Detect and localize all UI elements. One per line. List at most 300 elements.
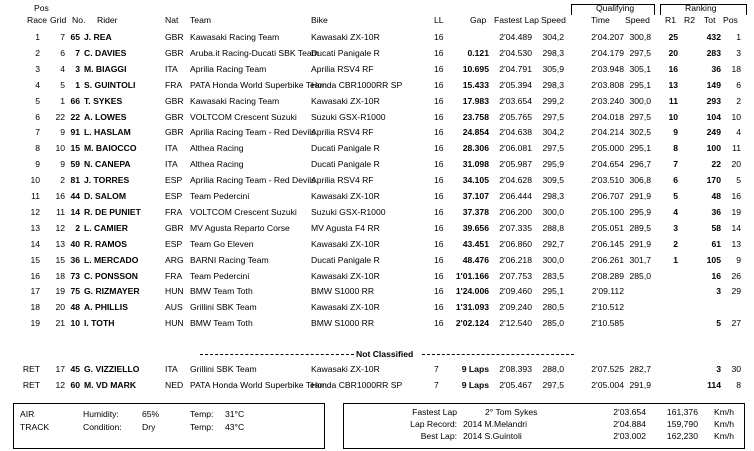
cell-ll: 7 [434,379,439,390]
cell-bike: BMW S1000 RR [311,318,375,329]
cell-nat: FRA [165,270,183,281]
cell-ll: 16 [434,302,444,313]
cell-ll: 16 [434,159,444,170]
cell-gap: 1'31.093 [455,302,489,313]
table-row [0,299,754,315]
lap-record-unit: Km/h [714,419,735,429]
table-row [0,220,754,236]
cell-tot: 36 [711,206,721,217]
cell-qs: 282,7 [629,364,651,374]
header-r2: R2 [684,15,695,25]
cell-tot: 114 [707,379,721,390]
table-row [0,204,754,220]
cell-spd: 297,5 [542,111,564,122]
lap-record-label: Lap Record: [410,419,457,429]
cell-race: 1 [35,32,40,42]
header-pos: Pos [34,3,49,13]
cell-fl: 2'05.467 [499,379,532,390]
cell-grid: 9 [60,159,65,170]
cell-r1: 2 [673,238,678,249]
cell-team: MV Agusta Reparto Corse [190,222,290,233]
cell-no: 44 [70,191,80,201]
cell-spd: 288,0 [542,364,564,374]
cell-nat: AUS [165,302,183,313]
cell-grid: 12 [55,222,65,233]
cell-spd: 304,2 [542,127,564,138]
track-temp-value: 43°C [225,422,245,432]
cell-grid: 16 [55,191,65,201]
header-q-speed: Speed [625,15,650,25]
cell-pos: 26 [731,270,741,281]
cell-spd: 288,8 [542,222,564,233]
cell-gap: 9 Laps [461,379,489,390]
cell-no: 40 [70,238,80,249]
cell-qs: 300,0 [629,95,651,106]
cell-nat: GBR [165,127,184,138]
cell-spd: 300,0 [542,206,564,217]
air-temp-label: Temp: [190,409,214,419]
cell-rider: J. REA [84,32,112,42]
cell-no: 66 [70,95,80,106]
track-temp-label: Temp: [190,422,214,432]
cell-r1: 25 [668,32,678,42]
header-tot: Tot [704,15,716,25]
cell-bike: Ducati Panigale R [311,254,380,265]
cell-fl: 2'07.335 [499,222,532,233]
cell-gap: 28.306 [462,143,489,154]
cell-grid: 12 [55,379,65,390]
header-ll: LL [434,15,444,25]
cell-race: RET [22,379,40,390]
cell-r1: 11 [668,95,678,106]
header-speed: Speed [541,15,566,25]
header-qualifying: Qualifying [596,3,635,13]
cell-race: 10 [30,175,40,186]
cell-spd: 285,0 [542,318,564,329]
humidity-value: 65% [142,409,160,419]
cell-bike: Kawasaki ZX-10R [311,191,380,201]
cell-fl: 2'04.489 [499,32,532,42]
cell-race: 9 [35,159,40,170]
cell-nat: GBR [165,222,184,233]
cell-nat: ESP [165,238,183,249]
cell-spd: 283,5 [542,270,564,281]
cell-no: 10 [70,318,80,329]
cell-grid: 1 [60,95,65,106]
cell-team: Aprilia Racing Team - Red Devils [190,175,316,186]
cell-rider: N. CANEPA [84,159,131,170]
cell-fl: 2'06.218 [499,254,532,265]
cell-bike: Kawasaki ZX-10R [311,238,380,249]
cell-pos: 14 [731,222,741,233]
cell-no: 3 [75,63,80,74]
cell-qt: 2'03.240 [591,95,624,106]
header-rpos: Pos [723,15,738,25]
header-bike: Bike [311,15,328,25]
cell-tot: 3 [716,364,721,374]
cell-nat: HUN [165,318,184,329]
cell-team: Grillini SBK Team [190,364,257,374]
cell-grid: 9 [60,127,65,138]
table-row [0,283,754,299]
cell-team: VOLTCOM Crescent Suzuki [190,206,297,217]
cell-bike: Aprilia RSV4 RF [311,175,374,186]
cell-no: 73 [70,270,80,281]
fastest-lap-unit: Km/h [714,407,735,417]
cell-nat: GBR [165,95,184,106]
cell-fl: 2'04.530 [499,47,532,58]
records-box [343,403,745,449]
cell-gap: 24.854 [462,127,489,138]
cell-nat: GBR [165,111,184,122]
cell-fl: 2'12.540 [499,318,532,329]
cell-team: Team Go Eleven [190,238,254,249]
table-row [0,361,754,377]
cell-grid: 22 [55,111,65,122]
cell-pos: 30 [731,364,741,374]
cell-spd: 298,3 [542,47,564,58]
cell-pos: 19 [731,206,741,217]
table-row [0,377,754,393]
cell-nat: ITA [165,159,178,170]
cell-grid: 20 [55,302,65,313]
cell-qs: 285,0 [629,270,651,281]
cell-race: 19 [30,318,40,329]
cell-qt: 2'03.510 [591,175,624,186]
table-row [0,156,754,172]
cell-qs: 291,9 [629,238,651,249]
cell-rider: R. RAMOS [84,238,127,249]
conditions-box [13,403,325,449]
cell-grid: 5 [60,79,65,90]
cell-nat: FRA [165,79,183,90]
cell-gap: 10.695 [462,63,489,74]
cell-pos: 10 [731,111,741,122]
cell-pos: 9 [736,254,741,265]
cell-r1: 4 [673,206,678,217]
cell-team: Aprilia Racing Team [190,63,267,74]
cell-ll: 16 [434,79,444,90]
cell-nat: NED [165,379,184,390]
cell-qt: 2'05.100 [591,206,624,217]
cell-gap: 37.378 [462,206,489,217]
cell-pos: 3 [736,47,741,58]
cell-grid: 15 [55,254,65,265]
cell-nat: ARG [165,254,184,265]
cell-rider: S. GUINTOLI [84,79,136,90]
cell-race: 7 [35,127,40,138]
cell-pos: 18 [731,63,741,74]
cell-fl: 2'04.791 [499,63,532,74]
cell-qt: 2'08.289 [591,270,624,281]
cell-ll: 16 [434,63,444,74]
cell-bike: Suzuki GSX-R1000 [311,111,386,122]
cell-bike: BMW S1000 RR [311,286,375,297]
cell-race: 3 [35,63,40,74]
cell-fl: 2'06.081 [499,143,532,154]
cell-no: 59 [70,159,80,170]
header-q-time: Time [591,15,610,25]
cell-team: PATA Honda World Superbike Team [190,79,327,90]
cell-r1: 3 [673,222,678,233]
cell-spd: 304,2 [542,32,564,42]
cell-qt: 2'07.525 [591,364,624,374]
cell-ll: 7 [434,364,439,374]
cell-team: Kawasaki Racing Team [190,95,280,106]
cell-pos: 29 [731,286,741,297]
cell-grid: 11 [56,206,65,217]
cell-race: 11 [31,191,40,201]
not-classified-label: Not Classified [356,349,414,359]
cell-spd: 299,2 [542,95,564,106]
best-lap-speed: 162,230 [666,431,698,441]
table-row [0,29,754,45]
cell-r1: 8 [673,143,678,154]
cell-rider: D. SALOM [84,191,127,201]
cell-rider: A. LOWES [84,111,127,122]
cell-no: 14 [70,206,80,217]
table-row [0,124,754,140]
cell-qs: 305,1 [629,63,651,74]
cell-gap: 37.107 [462,191,489,201]
cell-tot: 104 [706,111,721,122]
cell-tot: 293 [706,95,721,106]
cell-ll: 16 [434,254,444,265]
cell-tot: 22 [711,159,721,170]
cell-no: 60 [70,379,80,390]
cell-nat: ESP [165,175,183,186]
cell-fl: 2'04.628 [499,175,532,186]
cell-race: 8 [35,143,40,154]
header-team: Team [190,15,212,25]
cell-bike: Ducati Panigale R [311,159,380,170]
cell-no: 91 [70,127,80,138]
cell-gap: 9 Laps [461,364,489,374]
cell-grid: 7 [60,32,65,42]
cell-grid: 10 [55,143,65,154]
cell-qt: 2'03.948 [591,63,624,74]
cell-race: 12 [30,206,40,217]
cell-fl: 2'07.753 [499,270,532,281]
cell-team: Aruba.it Racing-Ducati SBK Team [190,47,319,58]
cell-qt: 2'04.654 [591,159,624,170]
header-r1: R1 [665,15,676,25]
cell-fl: 2'08.393 [499,364,532,374]
best-lap-time: 2'03.002 [613,431,646,441]
table-row [0,315,754,331]
results-header [0,0,754,28]
cell-qt: 2'04.214 [591,127,624,138]
cell-ll: 16 [434,286,444,297]
cell-race: 17 [30,286,40,297]
cell-team: BMW Team Toth [190,286,253,297]
cell-rider: M. BIAGGI [84,63,127,74]
cell-qt: 2'10.512 [591,302,624,313]
cell-bike: Kawasaki ZX-10R [311,32,380,42]
cell-tot: 283 [706,47,721,58]
lap-record-holder: 2014 M.Melandri [463,419,528,429]
header-grid: Grid [50,15,67,25]
cell-race: 13 [30,222,40,233]
cell-qs: 302,5 [629,127,651,138]
cell-qs: 295,9 [629,206,651,217]
cell-grid: 4 [60,63,65,74]
cell-tot: 36 [711,63,721,74]
table-row [0,236,754,252]
best-lap-unit: Km/h [714,431,735,441]
cell-grid: 18 [55,270,65,281]
cell-qt: 2'06.261 [591,254,624,265]
cell-gap: 2'02.124 [455,318,489,329]
cell-qs: 297,5 [629,47,651,58]
cell-tot: 105 [706,254,721,265]
cell-ll: 16 [434,270,444,281]
cell-ll: 16 [434,238,444,249]
cell-ll: 16 [434,47,444,58]
cell-bike: Kawasaki ZX-10R [311,302,380,313]
cell-qt: 2'09.112 [591,286,624,297]
cell-fl: 2'09.460 [499,286,532,297]
cell-qt: 2'05.051 [591,222,624,233]
cell-rider: R. DE PUNIET [84,206,141,217]
cell-gap: 31.098 [462,159,489,170]
cell-gap: 48.476 [462,254,489,265]
condition-value: Dry [142,422,156,432]
cell-rider: T. SYKES [84,95,123,106]
cell-qs: 291,9 [629,191,651,201]
cell-spd: 300,0 [542,254,564,265]
cell-race: RET [22,364,40,374]
cell-qt: 2'04.018 [591,111,624,122]
cell-qs: 306,8 [629,175,651,186]
header-ranking: Ranking [685,3,717,13]
table-row [0,109,754,125]
cell-team: VOLTCOM Crescent Suzuki [190,111,297,122]
cell-spd: 295,1 [542,286,564,297]
table-row [0,45,754,61]
cell-spd: 309,5 [542,175,564,186]
header-fastest-lap: Fastest Lap [494,15,539,25]
cell-tot: 3 [716,286,721,297]
cell-pos: 20 [731,159,741,170]
cell-nat: ITA [165,364,178,374]
cell-pos: 4 [736,127,741,138]
cell-ll: 16 [434,191,444,201]
cell-grid: 2 [60,175,65,186]
cell-nat: FRA [165,206,183,217]
cell-bike: Aprilia RSV4 RF [311,63,374,74]
header-race: Race [27,15,48,25]
cell-ll: 16 [434,143,444,154]
cell-pos: 6 [736,79,741,90]
cell-team: BARNI Racing Team [190,254,269,265]
cell-team: Grillini SBK Team [190,302,257,313]
cell-tot: 48 [711,191,721,201]
cell-race: 14 [30,238,40,249]
cell-team: Althea Racing [190,159,244,170]
cell-qt: 2'03.808 [591,79,624,90]
table-row [0,61,754,77]
cell-qt: 2'06.707 [591,191,624,201]
air-label: AIR [20,409,35,419]
table-row [0,268,754,284]
cell-grid: 6 [60,47,65,58]
cell-r1: 13 [668,79,678,90]
cell-rider: C. DAVIES [84,47,127,58]
cell-ll: 16 [434,32,444,42]
cell-fl: 2'03.654 [499,95,532,106]
cell-team: Team Pedercini [190,191,250,201]
cell-spd: 280,5 [542,302,564,313]
cell-no: 36 [70,254,80,265]
cell-ll: 16 [434,318,444,329]
cell-qs: 289,5 [629,222,651,233]
cell-tot: 58 [711,222,721,233]
cell-team: Kawasaki Racing Team [190,32,280,42]
cell-grid: 13 [55,238,65,249]
table-row [0,172,754,188]
cell-fl: 2'09.240 [499,302,532,313]
cell-pos: 2 [736,95,741,106]
lap-record-time: 2'04.884 [613,419,646,429]
cell-bike: Kawasaki ZX-10R [311,364,380,374]
condition-label: Condition: [83,422,122,432]
cell-nat: ITA [165,143,178,154]
cell-r1: 7 [673,159,678,170]
cell-ll: 16 [434,111,444,122]
cell-rider: M. BAIOCCO [84,143,137,154]
cell-pos: 16 [731,191,741,201]
cell-no: 7 [75,47,80,58]
header-no: No. [72,15,86,25]
cell-no: 75 [70,286,80,297]
cell-fl: 2'05.987 [499,159,532,170]
cell-spd: 297,5 [542,143,564,154]
cell-bike: Honda CBR1000RR SP [311,79,403,90]
table-row [0,252,754,268]
cell-bike: Suzuki GSX-R1000 [311,206,386,217]
lap-record-speed: 159,790 [666,419,698,429]
cell-race: 18 [30,302,40,313]
cell-qs: 300,8 [629,32,651,42]
cell-qt: 2'05.004 [591,379,624,390]
cell-qt: 2'04.179 [591,47,624,58]
cell-no: 45 [70,364,80,374]
cell-spd: 297,5 [542,379,564,390]
cell-bike: Honda CBR1000RR SP [311,379,403,390]
cell-rider: L. CAMIER [84,222,128,233]
cell-ll: 16 [434,95,444,106]
cell-gap: 39.656 [462,222,489,233]
cell-nat: ITA [165,63,178,74]
cell-rider: L. MERCADO [84,254,139,265]
cell-team: Althea Racing [190,143,244,154]
cell-rider: M. VD MARK [84,379,137,390]
cell-qt: 2'05.000 [591,143,624,154]
cell-gap: 34.105 [462,175,489,186]
cell-gap: 43.451 [462,238,489,249]
separator-line-left [200,354,354,355]
cell-no: 48 [70,302,80,313]
track-label: TRACK [20,422,50,432]
cell-rider: L. HASLAM [84,127,131,138]
cell-ll: 16 [434,222,444,233]
cell-qs: 296,7 [629,159,651,170]
cell-fl: 2'06.200 [499,206,532,217]
cell-tot: 432 [706,32,721,42]
cell-grid: 21 [55,318,65,329]
cell-qt: 2'04.207 [591,32,624,42]
